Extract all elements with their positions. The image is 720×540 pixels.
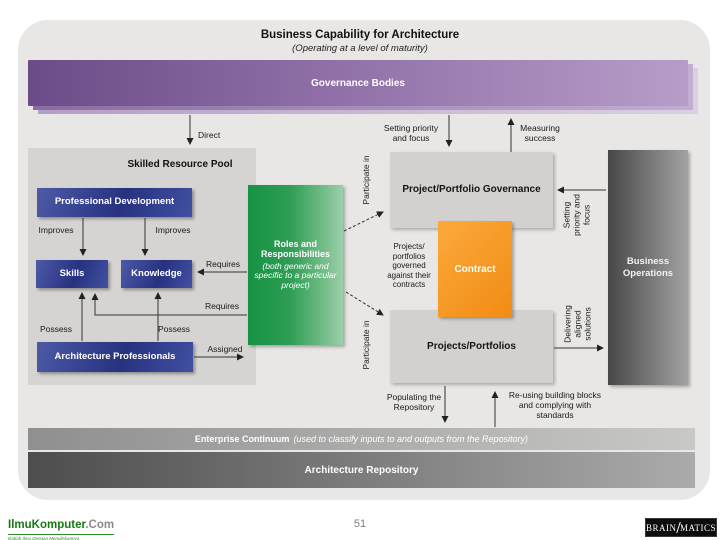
skills-box: Skills	[36, 260, 108, 288]
knowledge-box: Knowledge	[121, 260, 192, 288]
label-setting-priority-top: Setting priority and focus	[383, 123, 439, 144]
enterprise-continuum-bar	[28, 428, 695, 450]
governance-bodies-bar: Governance Bodies	[28, 60, 688, 106]
label-measuring-success: Measuring success	[520, 123, 560, 144]
slide-subtitle: (Operating at a level of maturity)	[292, 43, 428, 54]
brainmatics-logo	[645, 518, 717, 537]
brainmatics-logo-part1: BRAIN	[646, 522, 677, 533]
slide-title: Business Capability for Architecture	[260, 29, 460, 41]
label-populating-repository: Populating the Repository	[386, 392, 442, 413]
enterprise-continuum-note: (used to classify inputs to and outputs from the Repository)	[293, 434, 529, 444]
label-participate-in-bottom: Participate in	[361, 320, 372, 370]
label-reusing-blocks: Re-using building blocks and complying with standards	[508, 390, 602, 421]
label-participate-in-top: Participate in	[361, 155, 372, 205]
governed-note: Projects/ portfolios governed against their contracts	[387, 242, 431, 290]
label-assigned: Assigned	[207, 344, 243, 354]
roles-subtitle: (both generic and specific to a particular project)	[254, 260, 337, 291]
label-requires-bottom: Requires	[204, 301, 240, 311]
ilmukomputer-logo-name: IlmuKomputer	[8, 519, 86, 531]
roles-responsibilities-box	[248, 185, 343, 345]
projects-portfolios-box: Projects/Portfolios	[390, 310, 553, 383]
architecture-professionals-box: Architecture Professionals	[37, 342, 193, 372]
ilmukomputer-logo	[8, 515, 114, 540]
brainmatics-logo-part2: MATICS	[679, 522, 716, 533]
roles-title: Roles and Responsibilities	[260, 239, 331, 260]
ilmukomputer-logo-tagline: Ikatlah Ilmu Dengan Menuliskannya	[8, 534, 114, 540]
skilled-resource-pool-title: Skilled Resource Pool	[127, 159, 233, 170]
label-possess-right: Possess	[157, 324, 191, 334]
label-possess-left: Possess	[39, 324, 73, 334]
label-improves-right: Improves	[155, 225, 191, 235]
project-portfolio-governance-box: Project/Portfolio Governance	[390, 152, 553, 228]
label-improves-left: Improves	[38, 225, 74, 235]
label-direct: Direct	[198, 130, 221, 140]
architecture-repository-bar: Architecture Repository	[28, 452, 695, 488]
label-setting-priority-right: Setting priority and focus	[561, 193, 591, 237]
contract-box: Contract	[438, 221, 512, 317]
page-number: 51	[353, 518, 367, 530]
professional-development-box: Professional Development	[37, 188, 192, 217]
enterprise-continuum-title: Enterprise Continuum	[194, 434, 290, 444]
label-delivering-solutions: Delivering aligned solutions	[562, 305, 592, 343]
ilmukomputer-logo-suffix: .Com	[85, 519, 115, 531]
business-operations-box: Business Operations	[608, 150, 688, 385]
label-requires-top: Requires	[205, 259, 241, 269]
